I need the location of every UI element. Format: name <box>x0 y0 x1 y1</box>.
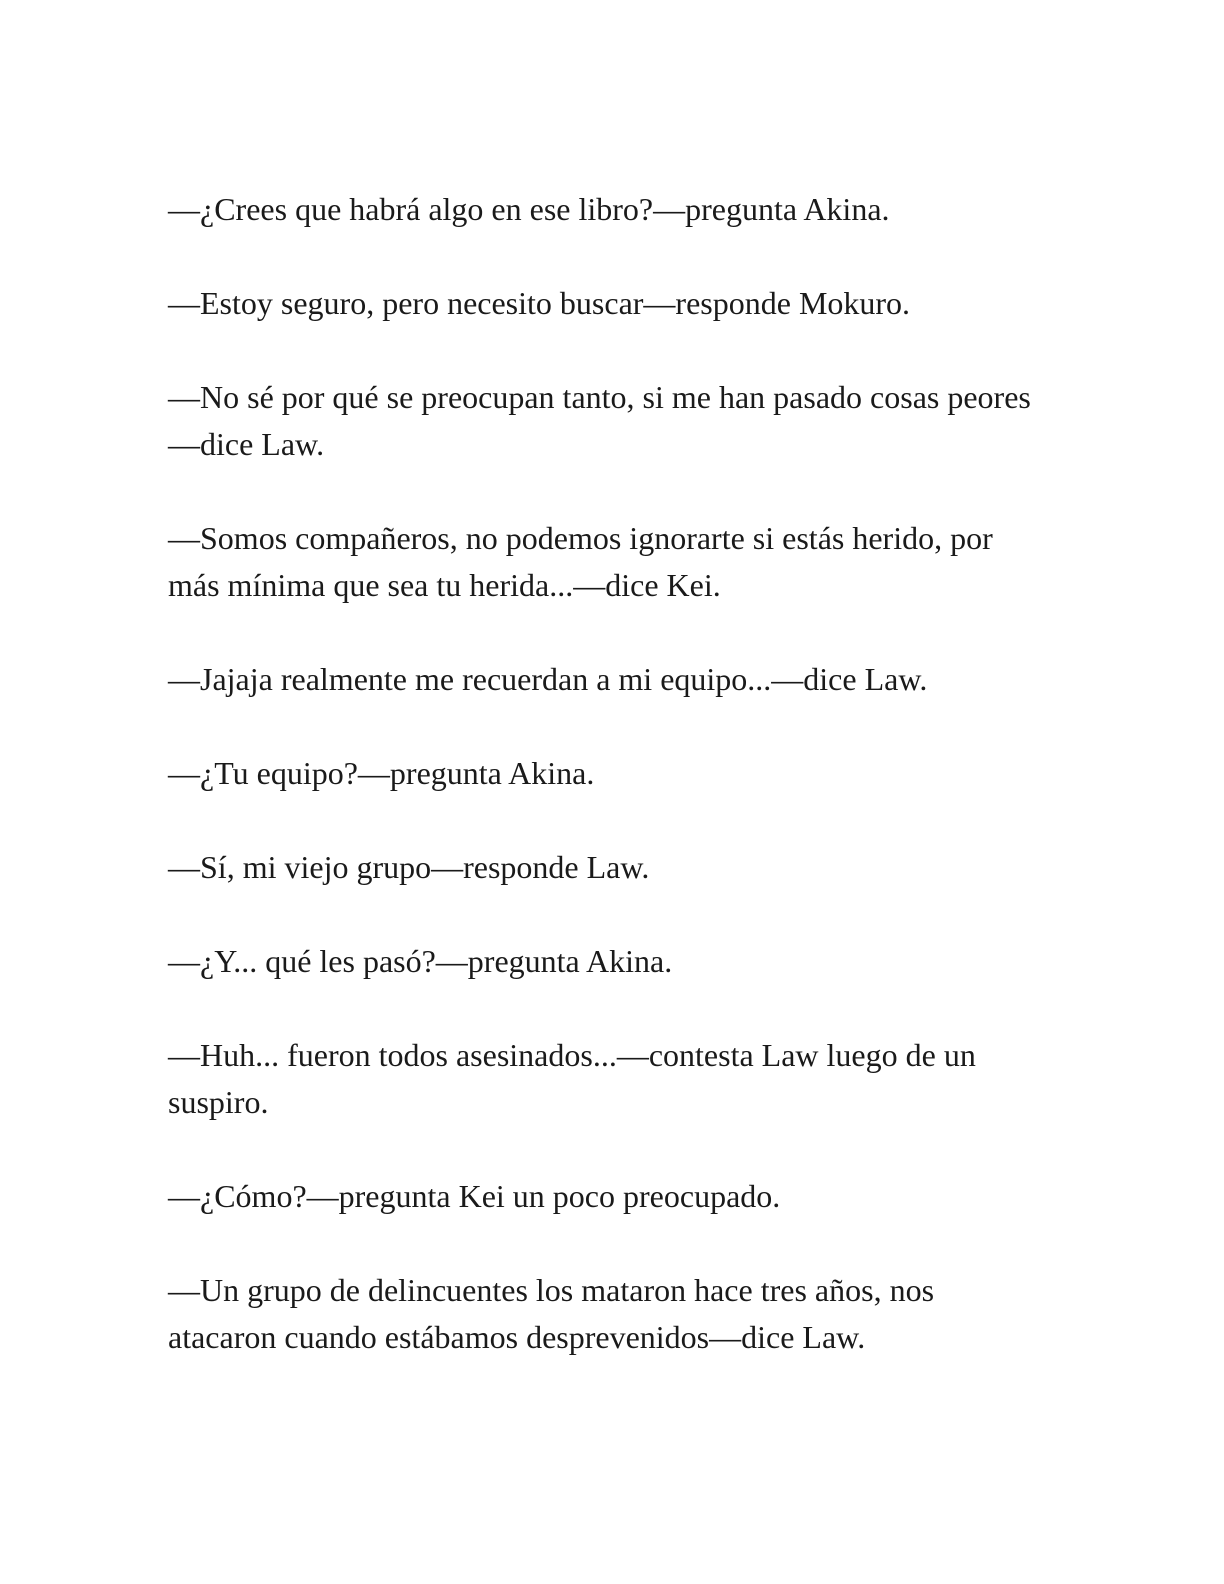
paragraph: —Sí, mi viejo grupo—responde Law. <box>168 849 650 885</box>
document-page <box>168 186 1048 1361</box>
paragraph: —Estoy seguro, pero necesito buscar—responde Mokuro. <box>168 285 911 321</box>
paragraph: —¿Tu equipo?—pregunta Akina. <box>168 755 595 791</box>
paragraph: —Un grupo de delincuentes los mataron hace tres años, nos atacaron cuando estábamos desprevenidos—dice Law. <box>168 1272 935 1355</box>
paragraph: —¿Y... qué les pasó?—pregunta Akina. <box>168 943 673 979</box>
paragraph: —¿Cómo?—pregunta Kei un poco preocupado. <box>168 1178 781 1214</box>
paragraph: —Somos compañeros, no podemos ignorarte si estás herido, por más mínima que sea tu herida...—dice Kei. <box>168 520 993 603</box>
paragraph: —Huh... fueron todos asesinados...—contesta Law luego de un suspiro. <box>168 1037 976 1120</box>
paragraph: —No sé por qué se preocupan tanto, si me han pasado cosas peores—dice Law. <box>168 379 1031 462</box>
paragraph: —¿Crees que habrá algo en ese libro?—pregunta Akina. <box>168 191 890 227</box>
paragraph: —Jajaja realmente me recuerdan a mi equipo...—dice Law. <box>168 661 928 697</box>
